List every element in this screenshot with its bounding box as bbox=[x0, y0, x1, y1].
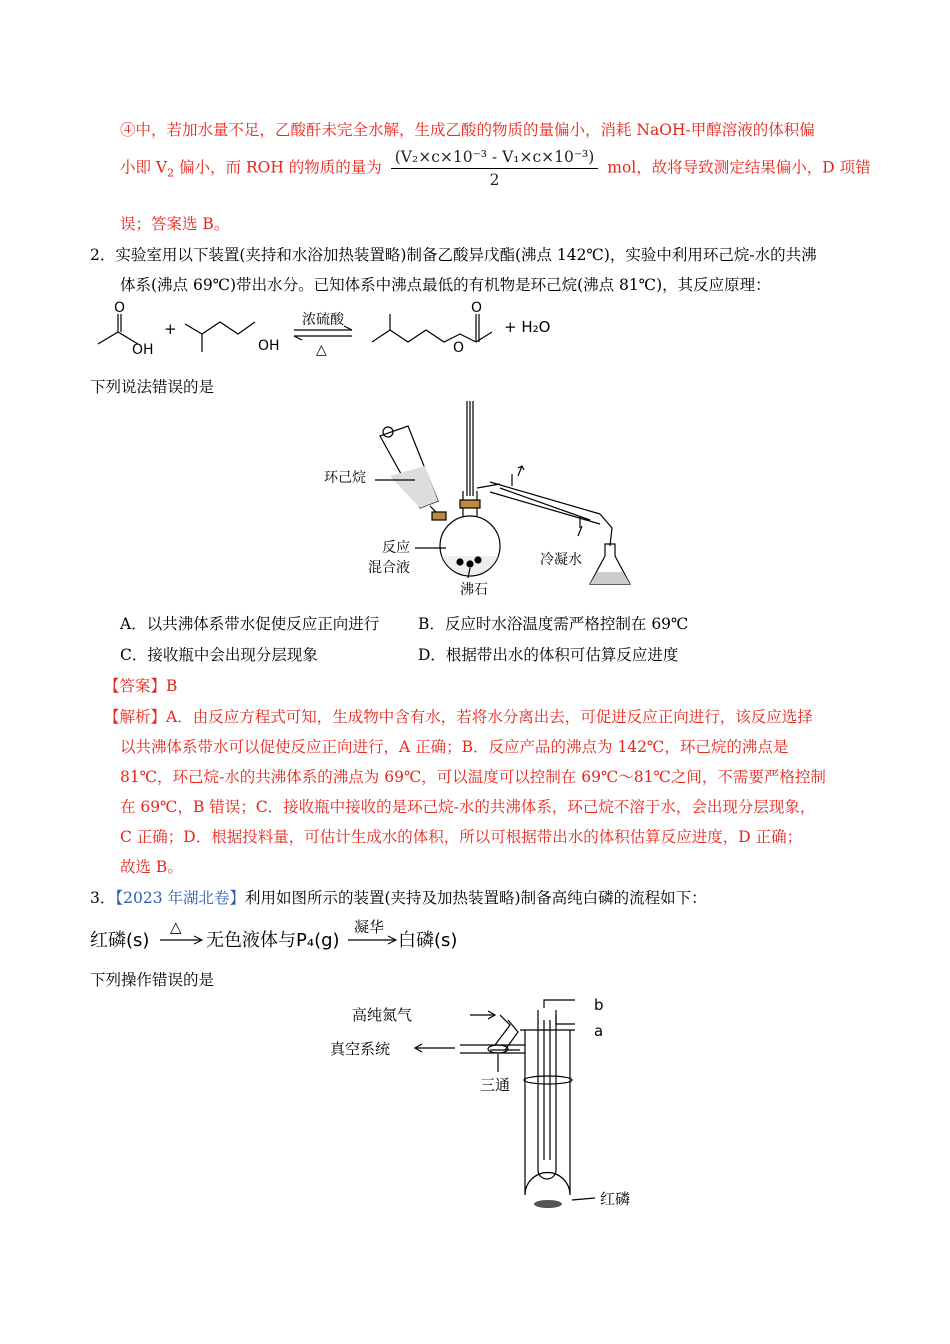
prev-answer-line2-sub: 2 bbox=[167, 166, 175, 180]
alcohol-oh-label: OH bbox=[258, 338, 280, 354]
q3-stem bbox=[90, 886, 707, 908]
port-a-label: a bbox=[594, 1022, 604, 1040]
flow-arrow1-label: △ bbox=[170, 918, 182, 936]
prev-answer-line2-c: mol，故将导致测定结果偏小，D 项错 bbox=[607, 158, 871, 177]
q2-option-b: B．反应时水浴温度需严格控制在 69℃ bbox=[418, 615, 689, 633]
mixture-label-2: 混合液 bbox=[368, 560, 410, 576]
nitrogen-label: 高纯氮气 bbox=[352, 1006, 413, 1024]
distillation-apparatus bbox=[320, 396, 640, 601]
q3-source: 【2023 年湖北卷】 bbox=[115, 889, 245, 907]
q2-analysis-line6: 故选 B。 bbox=[120, 858, 183, 876]
prev-answer-line2 bbox=[120, 148, 871, 189]
flow-end: 白磷(s) bbox=[398, 930, 458, 951]
outer-tube bbox=[525, 1030, 570, 1195]
q2-analysis-line4: 在 69℃，B 错误；C．接收瓶中接收的是环己烷-水的共沸体系，环己烷不溶于水，会出现分层现象， bbox=[120, 798, 816, 816]
carbonyl-o-1: O bbox=[114, 300, 126, 316]
three-way-label: 三通 bbox=[480, 1076, 511, 1094]
q3-prompt: 下列操作错误的是 bbox=[90, 971, 215, 989]
q2-analysis-line1: 【解析】A．由反应方程式可知，生成物中含有水，若将水分离出去，可促进反应正向进行，该反应选择 bbox=[104, 708, 813, 726]
prev-answer-line3: 误；答案选 B。 bbox=[120, 215, 230, 233]
flow-start: 红磷(s) bbox=[90, 930, 150, 951]
flow-middle: 无色液体与P₄(g) bbox=[206, 930, 340, 951]
boiling-chips-label: 沸石 bbox=[460, 582, 488, 598]
red-phosphorus-label: 红磷 bbox=[600, 1190, 631, 1208]
catalyst-label: 浓硫酸 bbox=[302, 312, 344, 328]
ester-o-label: O bbox=[453, 340, 465, 356]
q2-answer: 【答案】B bbox=[104, 677, 178, 695]
q3-number: 3． bbox=[90, 889, 116, 907]
fraction-denominator: 2 bbox=[489, 171, 500, 189]
condenser-water-label: 冷凝水 bbox=[540, 552, 582, 568]
cyclohexane-label: 环己烷 bbox=[324, 470, 366, 486]
mixture-label-1: 反应 bbox=[382, 540, 410, 556]
prev-answer-line2-a: 小即 V bbox=[120, 158, 168, 177]
plus-sign: + bbox=[164, 320, 177, 338]
red-phosphorus-sample bbox=[534, 1200, 562, 1208]
phosphorus-flow bbox=[90, 912, 470, 956]
q2-prompt: 下列说法错误的是 bbox=[90, 378, 215, 396]
flow-arrow2-label: 凝华 bbox=[354, 918, 385, 936]
q2-option-d: D．根据带出水的体积可估算反应进度 bbox=[418, 646, 679, 664]
q2-stem-line1: 2．实验室用以下装置(夹持和水浴加热装置略)制备乙酸异戊酯(沸点 142℃)，实验中利用环己烷-水的共沸 bbox=[90, 246, 817, 264]
port-b-label: b bbox=[594, 996, 604, 1014]
q2-option-c: C．接收瓶中会出现分层现象 bbox=[120, 646, 318, 664]
isoamyl-alcohol-skeleton bbox=[185, 322, 255, 334]
fraction-numerator: (V₂×c×10⁻³ - V₁×c×10⁻³) bbox=[391, 148, 599, 169]
heat-symbol: △ bbox=[316, 342, 327, 358]
water-product: + H₂O bbox=[504, 318, 551, 336]
prev-answer-line1: ④中，若加水量不足，乙酸酐未完全水解，生成乙酸的物质的量偏小，消耗 NaOH-甲醇溶液的体积偏 bbox=[120, 121, 815, 139]
q2-analysis-line3: 81℃，环己烷-水的共沸体系的沸点为 69℃，可以温度可以控制在 69℃～81℃之间，不需要严格控制 bbox=[120, 768, 826, 786]
reaction-scheme bbox=[90, 300, 570, 364]
vacuum-label: 真空系统 bbox=[330, 1040, 391, 1058]
white-phosphorus-apparatus bbox=[320, 990, 640, 1220]
mol-fraction bbox=[391, 148, 599, 189]
q3-stem-text: 利用如图所示的装置(夹持及加热装置略)制备高纯白磷的流程如下： bbox=[245, 889, 707, 907]
acid-oh-label: OH bbox=[132, 342, 154, 358]
q2-stem-line2: 体系(沸点 69℃)带出水分。已知体系中沸点最低的有机物是环己烷(沸点 81℃)，其反应原理： bbox=[120, 276, 771, 294]
q2-analysis-line2: 以共沸体系带水可以促使反应正向进行，A 正确；B．反应产品的沸点为 142℃，环己烷的沸点是 bbox=[120, 738, 789, 756]
prev-answer-line2-b: 偏小，而 ROH 的物质的量为 bbox=[174, 158, 382, 177]
carbonyl-o-2: O bbox=[471, 300, 483, 316]
cold-finger bbox=[538, 1010, 556, 1179]
q2-option-a: A．以共沸体系带水促使反应正向进行 bbox=[120, 615, 380, 633]
q2-analysis-line5: C 正确；D．根据投料量，可估计生成水的体积，所以可根据带出水的体积估算反应进度，D 正确； bbox=[120, 828, 803, 846]
